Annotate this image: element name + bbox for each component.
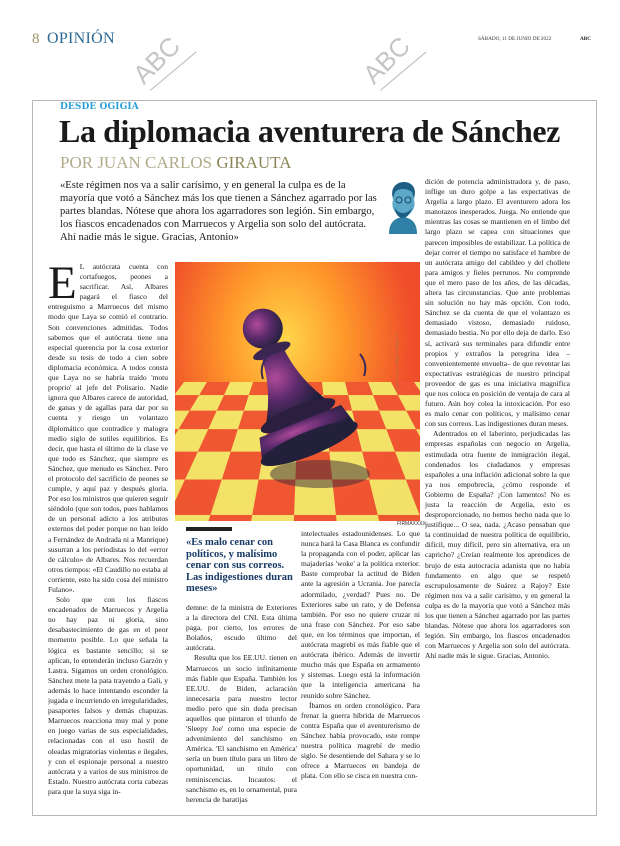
- image-credit: FIRMAXXXX: [397, 521, 426, 527]
- watermark: ABC: [356, 30, 416, 90]
- paragraph: Resulta que los EE.UU. tienen en Marruecos un socio infinitamente más fiable que España. También los EE.UU. de Biden, aclaración innecesaria para nuestro lector medio pero que sin duda precisan aquellos que pintaron el triunfo de 'Sleepy Joe' como una especie de advenimiento del sanchismo en América. 'El sanchismo en América' sería un buen título para un libro de oportunidad, un título con reminiscencias. Incautos: el sanchismo es, en lo ornamental, pura herencia de baratijas: [186, 653, 298, 804]
- watermark-line: [150, 51, 197, 90]
- article-column-2: [186, 603, 297, 805]
- column-2-block: [186, 527, 297, 805]
- section-title: OPINIÓN: [47, 30, 115, 47]
- column-kicker: DESDE OGIGIA: [60, 102, 139, 112]
- watermark-line: [380, 51, 427, 90]
- pawn-icon: [175, 262, 420, 521]
- author-name: GIRAUTA: [216, 153, 292, 172]
- paragraph: Solo que con los fiascos encadenados de Marruecos y Argelia no hay paz ni gloria, sino desabastecimiento de gas en el peor momento posible. Lo que señala la lógica es bastante sencillo; si se aplican, lo entenderán incluso Garzón y Lastra. Sigamos un orden cronológico. Sánchez mete la pata trayendo a Gali, y además lo hace intentando esconder la jugada e incurriendo en irregularidades, pasaportes falsos y demás chapuzas. Marruecos reacciona muy mal y pone en juego varias de sus especialidades, relacionadas con el uso hostil de oleadas migratorias violentas e ilegales, y con el espionaje personal a nuestro autócrata y a varios de sus ministros de Estado. Nuestro autócrata corta cabezas para que la suya siga in-: [48, 595, 168, 796]
- issue-date: SÁBADO, 11 DE JUNIO DE 2022: [478, 36, 552, 42]
- watermark: ABC: [126, 30, 186, 90]
- article-headline: La diplomacia aventurera de Sánchez: [59, 113, 560, 149]
- lead-quote: «Este régimen nos va a salir carísimo, y en general la culpa es de la mayoría que votó a Sánchez más los que tienen a Sánchez agarrado por las partes blandas. Nótese que ahora los agarradores son legión. Sin embargo, los fiascos encadenados con Marruecos y Argelia son solo del autócrata. Ahí nadie más le sigue. Gracias, Antonio»: [60, 180, 377, 243]
- drop-cap: E: [48, 257, 77, 309]
- paragraph: demne: de la ministra de Exteriores a la directora del CNI. Esta última paga, por cierto, los errores de Bolaños, escudo último del autócrata.: [186, 602, 297, 653]
- author-portrait-icon: [385, 180, 421, 236]
- paragraph: dición de potencia administradora y, de paso, inflige un duro golpe a las expectativas de Argelia a largo plazo. El aventurero adora los manotazos inesperados. Juega. No entiende que mientras las cosas se mantienen en el limbo del largo plazo se capea con situaciones que parecen imposibles de estabilizar. La política de dejar correr el tiempo no satisface el hambre de un autócrata amigo del cabildeo y del chollete para amigos y fieles perrunos. No comprende que el mero paso de los años, de las décadas, altera las circunstancias. Que ante problemas sin solución no hay más opción. Con todo, Sánchez se da cuenta de que el volantazo es demasiado vistoso, demasiado ruidoso, demasiado bestia. No por ello deja de darlo. Eso sí, activará sus terminales para difundir entre propios y extraños la peregrina idea –convenientemente envuelta– de que reventar las expectativas estratégicas de nuestro principal proveedor de gas es una iniciativa magnífica que nos coloca en posición de ventaja de cara al futuro. Aún hoy colea la intoxicación. Por eso es malo cenar con políticos, y malísimo cenar con sus correos. Las indigestiones duran meses.: [425, 177, 570, 429]
- pull-quote-rule: [186, 527, 232, 531]
- paragraph: Íbamos en orden cronológico. Para frenar la guerra híbrida de Marruecos contra España que el aventurerismo de Sánchez había provocado, este rompe nuestra política magrebí de medio siglo. Se desentiende del Sahara y se lo ofrece a Marruecos en bandeja de plata. Con ello se cisca en nuestra con-: [301, 700, 420, 781]
- paragraph: intelectuales estadounidenses. Lo que nunca hará la Casa Blanca es confundir la propaganda con el poder, aplicar las majaderías 'woke' a la política exterior. Baste comprobar la actitud de Biden ante la agresión a Ucrania. Joe parecía adormilado, ¿verdad? Pues no. De Exteriores sabe un rato, y de Defensa también. Por eso no quiere cruzar ni una frase con Sánchez. Por eso sabe que, en los términos que importan, el autócrata magrebí es más fiable que el autócrata ibérico. Además de invertir mucho más que España en armamento y sistemas. Luego está la información que la inteligencia americana ha reunido sobre Sánchez.: [301, 529, 420, 700]
- paragraph: Adentrados en el laberinto, perjudicadas las empresas españolas con negocio en Argelia, estimulada otra fuente de inmigración ilegal, condenados los ciudadanos y empresas españoles a una inflación adicional sobre la que ya nos empobrecía, ¿cómo responde el Gobierno de España? ¡Con lamentos! No es justa la reacción de Argelia, esto es desproporcionado, no hemos hecho nada que lo justifique... O sea, nada. ¿Acaso pensaban que la continuidad de nuestra política de equilibrio, difícil, muy difícil, pero sin alternativa, era un capricho? ¿Creían realmente los aprendices de brujo de esta autocracia adanista que no había fundamento en algo que se respetó escrupulosamente de Suárez a Rajoy? Este régimen nos va a salir carísimo, y en general la culpa es de la mayoría que votó a Sánchez más los que tienen a Sánchez agarrado por las partes blandas. Nótese que ahora los agarradores son legión. Sin embargo, los fiascos encadenados con Marruecos y Argelia son solo del autócrata. Ahí nadie más le sigue. Gracias, Antonio.: [425, 429, 570, 661]
- newspaper-brand: ABC: [580, 36, 591, 42]
- article-column-3: [301, 529, 420, 781]
- illustration-chess-pawn: [175, 262, 420, 521]
- page-number: 8: [32, 31, 40, 47]
- byline-prefix: POR JUAN CARLOS: [60, 153, 213, 172]
- pull-quote: «Es malo cenar con políticos, y malísimo cenar con sus correos. Las indigestiones duran meses»: [186, 537, 293, 595]
- artist-signature: [395, 332, 399, 392]
- article-column-4: [425, 177, 570, 662]
- article-column-1: [48, 257, 168, 797]
- paragraph: L autócrata cuenta con cortafuegos, peones a sacrificar. Así, Albares pagará el fiasco del entreguismo a Marruecos del mismo modo que Laya se comió el contrario. Son convenciones admitidas. Todos sabemos que el autócrata tiene una especial querencia por la cosa exterior desde su tesis de todo a cien sobre diplomacia económica. A todos consta que Laya no se habría traído 'motu proprio' al jefe del Polisario. Nadie ignora que Albares carece de autoridad, de ganas y de agallas para dar por su cuenta y riesgo un volantazo diplomático que contradice y malogra medio siglo de sutiles equilibrios. Es decir, que hasta el último de la clase ve que todo es Sánchez, que siempre es Sánchez, que menudo es Sánchez. Pero el protocolo del sacrificio de peones se cumple, y aquí paz y después gloria. Por eso los ministros que quieren seguir siéndolo (que son todos, pues hablamos de un personal adicto a los atributos externos del poder porque no han leído a Fernández de Andrada ni a Manrique) susurran a los periodistas lo del «error de cálculo» de Albares. Nos recuerdan otros tiempos: «El Caudillo no estaba al corriente, esto ha sido cosa del ministro Fulano».: [48, 262, 168, 594]
- byline: [60, 153, 291, 173]
